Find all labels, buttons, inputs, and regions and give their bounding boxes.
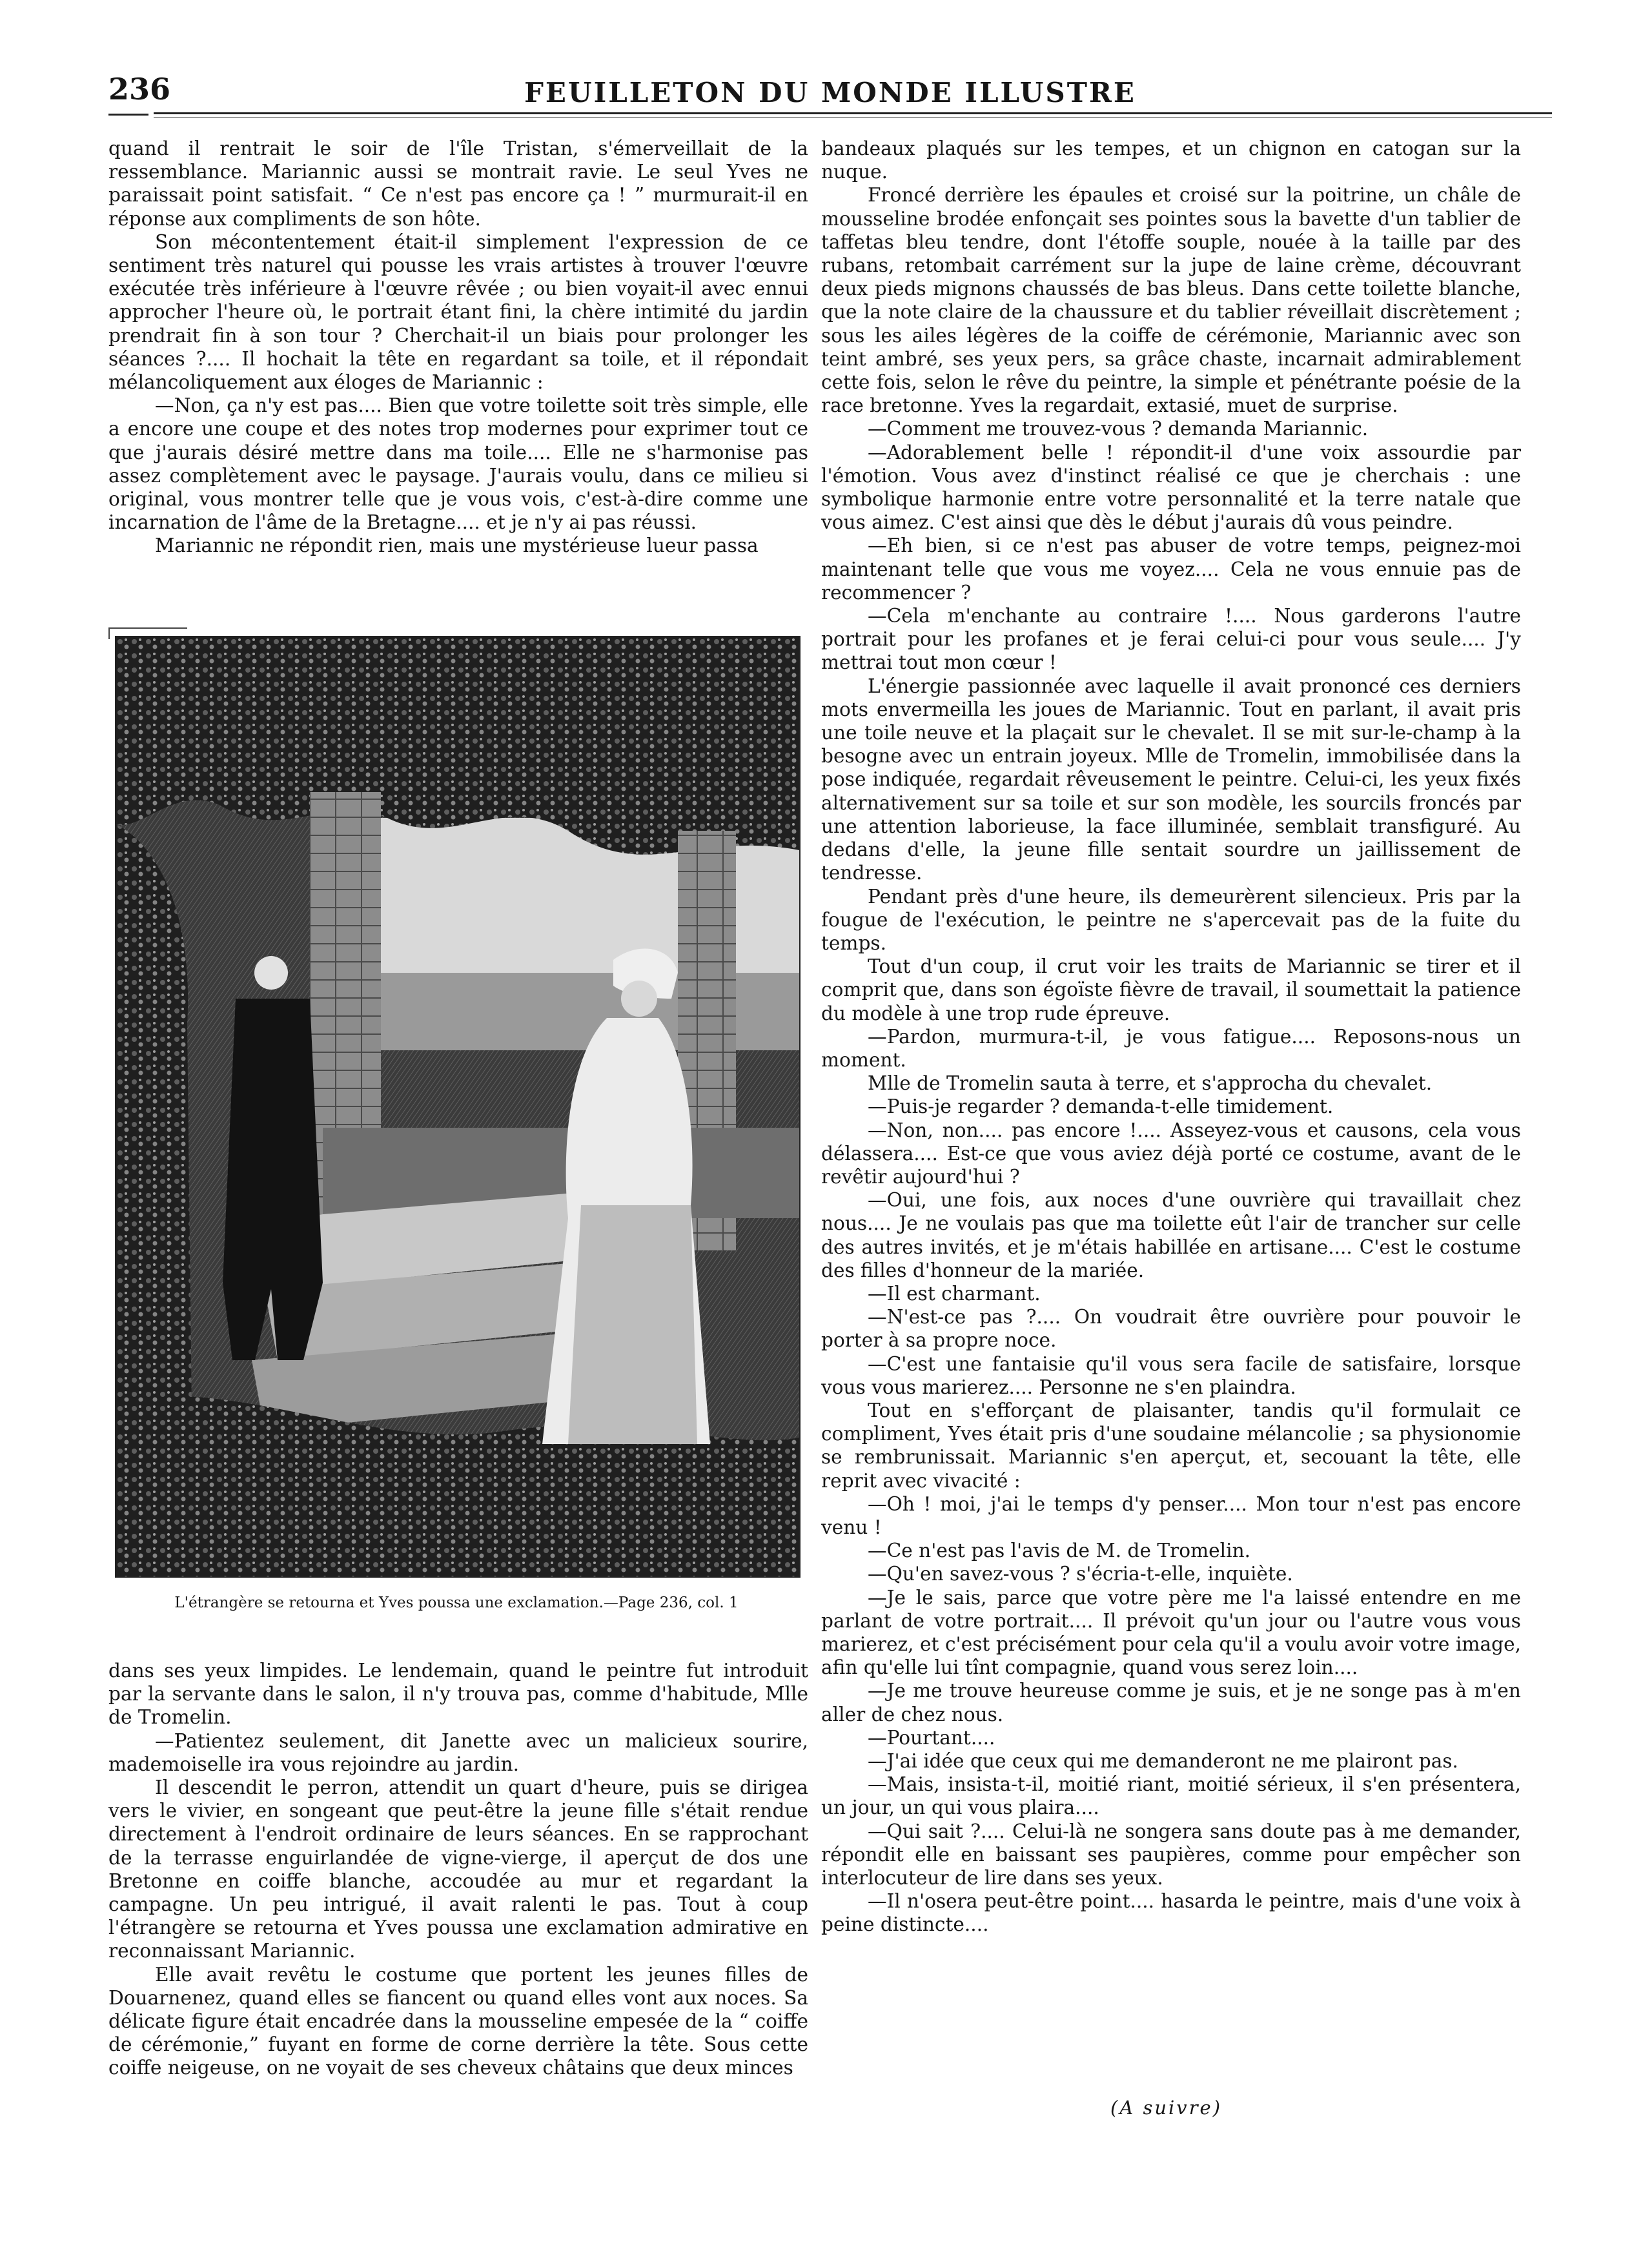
left-column-bottom [108,1659,808,2080]
paragraph: Tout en s'efforçant de plaisanter, tandis qu'il formulait ce compliment, Yves était pris d'une soudaine mélancolie ; sa physionomie se rembrunissait. Mariannic s'en aperçut, et, secouant la tête, elle reprit avec vivacité : [821,1399,1521,1492]
paragraph: —Adorablement belle ! répondit-il d'une voix assourdie par l'émotion. Vous avez d'instinct réalisé ce que je cherchais : une symbolique harmonie entre votre personnalité et la terre natale que vous aimez. C'est ainsi que dès le début j'aurais dû vous peindre. [821,441,1521,534]
paragraph: Froncé derrière les épaules et croisé sur la poitrine, un châle de mousseline brodée enfonçait ses pointes sous la bavette d'un tablier de taffetas bleu tendre, dont l'étoffe souple, nouée à la taille par des rubans, retombait carrément sur la jupe de laine crème, découvrant deux pieds mignons chaussés de bas bleus. Dans cette toilette blanche, que la note claire de la chaussure et du tablier réveillait discrètement ; sous les ailes légères de la coiffe de cérémonie, Mariannic avec son teint ambré, ses yeux pers, sa grâce chaste, incarnait admirablement cette fois, selon le rêve du peintre, la simple et pénétrante poésie de la race bretonne. Yves la regardait, extasié, muet de surprise. [821,184,1521,417]
paragraph: Elle avait revêtu le costume que portent les jeunes filles de Douarnenez, quand elles se fiancent ou quand elles vont aux noces. Sa délicate figure était encadrée dans la mousseline empesée de la “ coiffe de cérémonie,” fuyant en forme de corne derrière la tête. Sous cette coiffe neigeuse, on ne voyait de ses cheveux châtains que deux minces [108,1963,808,2079]
page-header [108,70,1552,121]
page-number: 236 [108,72,171,107]
paragraph: bandeaux plaqués sur les tempes, et un chignon en catogan sur la nuque. [821,137,1521,183]
paragraph: —Il n'osera peut-être point.... hasarda le peintre, mais d'une voix à peine distincte.... [821,1890,1521,1936]
paragraph: —J'ai idée que ceux qui me demanderont ne me plairont pas. [868,1750,1458,1773]
paragraph: Tout d'un coup, il crut voir les traits de Mariannic se tirer et il comprit que, dans son égoïste fièvre de travail, il soumettait la patience du modèle à une trop rude épreuve. [821,955,1521,1024]
paragraph: —Mais, insista-t-il, moitié riant, moitié sérieux, il s'en présentera, un jour, un qui vous plaira.... [821,1773,1521,1819]
left-column-top [108,137,808,558]
paragraph: Son mécontentement était-il simplement l'expression de ce sentiment très naturel qui pousse les vrais artistes à trouver l'œuvre exécutée très inférieure à l'œuvre rêvée ; ou bien voyait-il avec ennui approcher l'heure où, le portrait étant fini, la chère intimité du jardin prendrait fin à son tour ? Cherchait-il un biais pour prolonger les séances ?.... Il hochait la tête en regardant sa toile, et il répondait mélancoliquement aux éloges de Mariannic : [108,230,808,394]
paragraph: —Pourtant.... [868,1726,995,1749]
paragraph: —N'est-ce pas ?.... On voudrait être ouvrière pour pouvoir le porter à sa propre noce. [821,1306,1521,1352]
paragraph: —Non, ça n'y est pas.... Bien que votre toilette soit très simple, elle a encore une coupe et des notes trop modernes pour exprimer tout ce que j'aurais désiré mettre dans ma toile.... Elle ne s'harmonise pas assez complètement avec le paysage. J'aurais voulu, dans ce milieu si original, vous montrer telle que je vous vois, c'est-à-dire comme une incarnation de l'âme de la Bretagne.... et je n'y ai pas réussi. [108,394,808,534]
paragraph: —Puis-je regarder ? demanda-t-elle timidement. [868,1095,1334,1118]
paragraph: —Patientez seulement, dit Janette avec un malicieux sourire, mademoiselle ira vous rejoindre au jardin. [108,1729,808,1775]
header-rule-left [108,114,148,116]
garden-scene-image [116,637,799,1576]
paragraph: —Oh ! moi, j'ai le temps d'y penser.... Mon tour n'est pas encore venu ! [821,1492,1521,1538]
paragraph: quand il rentrait le soir de l'île Tristan, s'émerveillait de la ressemblance. Mariannic aussi se montrait ravie. Le seul Yves ne paraissait point satisfait. “ Ce n'est pas encore ça ! ” murmurait-il en réponse aux compliments de son hôte. [108,137,808,230]
paragraph: —Pardon, murmura-t-il, je vous fatigue.... Reposons-nous un moment. [821,1025,1521,1071]
paragraph: Pendant près d'une heure, ils demeurèrent silencieux. Pris par la fougue de l'exécution, le peintre ne s'apercevait pas de la fuite du temps. [821,885,1521,954]
paragraph: Il descendit le perron, attendit un quart d'heure, puis se dirigea vers le vivier, en songeant que peut-être la jeune fille s'était rendue directement à l'endroit ordinaire de leurs séances. En se rapprochant de la terrasse enguirlandée de vigne-vierge, il aperçut de dos une Bretonne en coiffe blanche, accoudée au mur et regardant la campagne. Un peu intrigué, il avait ralenti le pas. Tout à coup l'étrangère se retourna et Yves poussa une exclamation admirative en reconnaissant Mariannic. [108,1776,808,1962]
paragraph: —Cela m'enchante au contraire !.... Nous garderons l'autre portrait pour les profanes et je ferai celui-ci pour vous seule.... J'y mettrai tout mon cœur ! [821,605,1521,674]
paragraph: —Il est charmant. [868,1282,1041,1305]
paragraph: —Je me trouve heureuse comme je suis, et je ne songe pas à m'en aller de chez nous. [821,1680,1521,1726]
paragraph: —Oui, une fois, aux noces d'une ouvrière qui travaillait chez nous.... Je ne voulais pas que ma toilette eût l'air de trancher sur celle des autres invités, et je m'étais habillée en artisane.... C'est le costume des filles d'honneur de la mariée. [821,1189,1521,1281]
paragraph: —Ce n'est pas l'avis de M. de Tromelin. [868,1540,1251,1562]
right-column [821,137,1521,1937]
paragraph: L'énergie passionnée avec laquelle il avait prononcé ces derniers mots envermeilla les joues de Mariannic. Tout en parlant, il avait pris une toile neuve et la plaçait sur le chevalet. Il se mit sur-le-champ à la besogne avec un entrain joyeux. Mlle de Tromelin, immobilisée dans la pose indiquée, regardait rêveusement le peintre. Celui-ci, les yeux fixés alternativement sur sa toile et sur son modèle, les sourcils froncés par une attention laborieuse, la face illuminée, semblait transfiguré. Au dedans d'elle, la jeune fille sentait sourdre un jaillissement de tendresse. [821,675,1521,884]
paragraph: —Comment me trouvez-vous ? demanda Mariannic. [868,418,1369,440]
journal-title: FEUILLETON DU MONDE ILLUSTRE [524,77,1136,108]
paragraph: —Qu'en savez-vous ? s'écria-t-elle, inquiète. [868,1563,1293,1585]
paragraph: —Je le sais, parce que votre père me l'a laissé entendre en me parlant de votre portrait.... Il prévoit qu'un jour ou l'autre vous vous marierez, et c'est précisément pour cela qu'il a voulu avoir votre image, afin qu'elle lui tînt compagnie, quand vous serez loin.... [821,1586,1521,1679]
paragraph: —C'est une fantaisie qu'il vous sera facile de satisfaire, lorsque vous vous marierez.... Personne ne s'en plaindra. [821,1352,1521,1398]
paragraph: —Non, non.... pas encore !.... Asseyez-vous et causons, cela vous délassera.... Est-ce que vous aviez déjà porté ce costume, avant de le revêtir aujourd'hui ? [821,1119,1521,1188]
header-rule-thin [154,117,1552,118]
illustration-engraving [115,636,801,1578]
paragraph: —Eh bien, si ce n'est pas abuser de votre temps, peignez-moi maintenant telle que vous me voyez.... Cela ne vous ennuie pas de recommencer ? [821,534,1521,604]
illustration-caption: L'étrangère se retourna et Yves poussa une exclamation.—Page 236, col. 1 [174,1594,739,1611]
header-rule [154,112,1552,114]
to-be-continued: (A suivre) [1110,2097,1223,2119]
paragraph: dans ses yeux limpides. Le lendemain, quand le peintre fut introduit par la servante dans le salon, il n'y trouva pas, comme d'habitude, Mlle de Tromelin. [108,1660,808,1729]
paragraph: Mlle de Tromelin sauta à terre, et s'approcha du chevalet. [868,1072,1433,1095]
paragraph: Mariannic ne répondit rien, mais une mystérieuse lueur passa [155,534,759,557]
paragraph: —Qui sait ?.... Celui-là ne songera sans doute pas à me demander, répondit elle en baissant ses paupières, comme pour empêcher son interlocuteur de lire dans ses yeux. [821,1820,1521,1889]
